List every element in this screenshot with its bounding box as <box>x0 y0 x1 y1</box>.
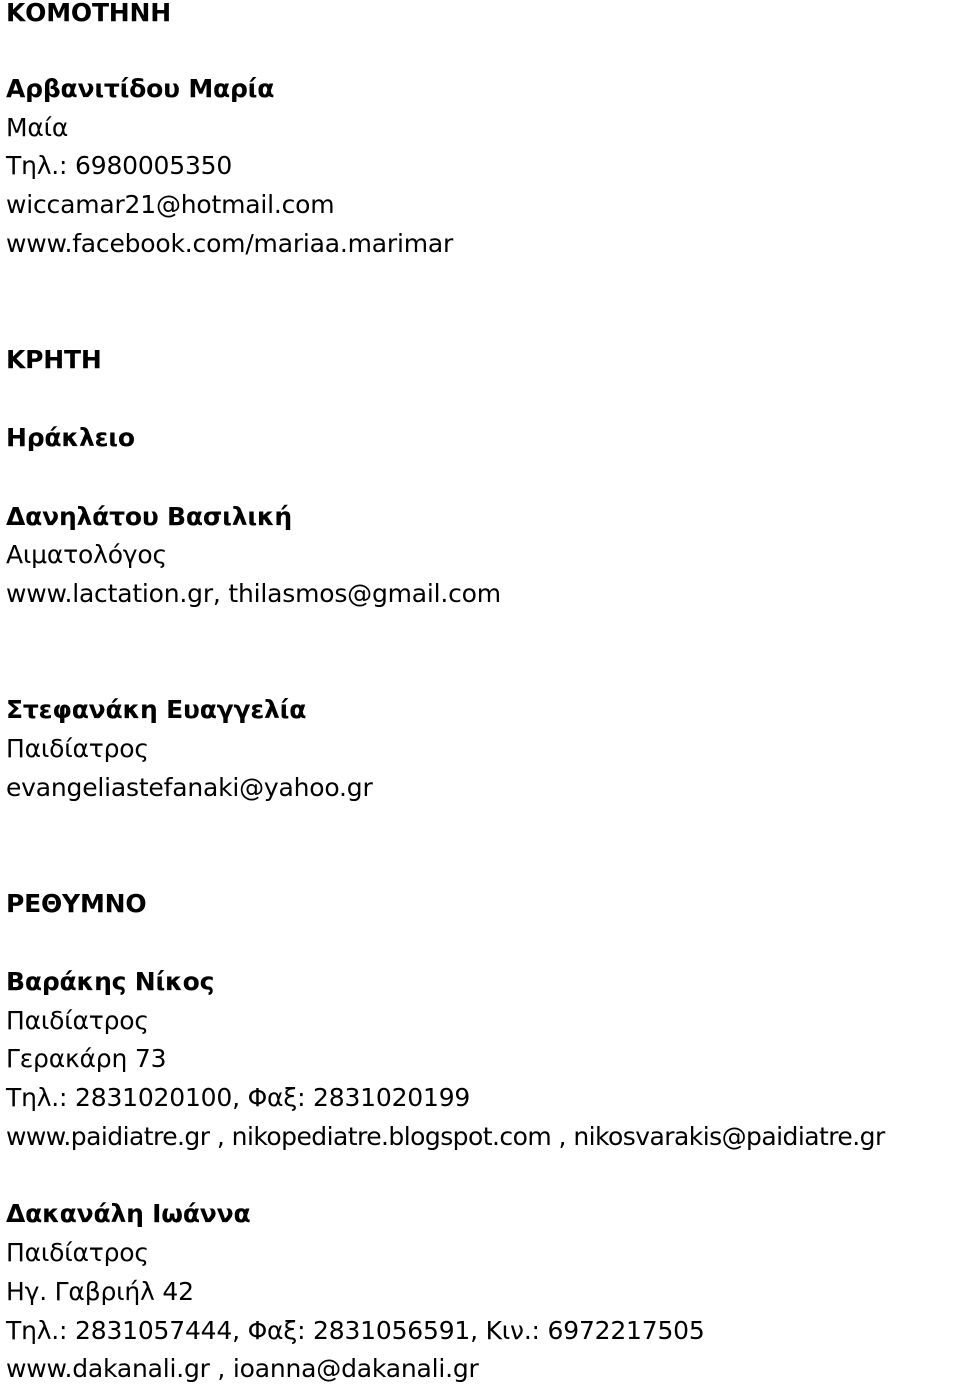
region-heading-komotini: ΚΟΜΟΤΗΝΗ <box>6 0 171 27</box>
contact-email: wiccamar21@hotmail.com <box>6 190 335 219</box>
contact-name: Βαράκης Νίκος <box>6 967 215 996</box>
contact-role: Αιματολόγος <box>6 540 167 569</box>
contact-web-email: www.lactation.gr, thilasmos@gmail.com <box>6 579 501 608</box>
contact-name: Δακανάλη Ιωάννα <box>6 1199 251 1228</box>
contact-address: Γερακάρη 73 <box>6 1044 167 1073</box>
contact-phone-fax-mobile: Τηλ.: 2831057444, Φαξ: 2831056591, Κιν.: 6972217505 <box>6 1316 705 1345</box>
contact-web-email: www.dakanali.gr , ioanna@dakanali.gr <box>6 1354 479 1383</box>
contact-role: Παιδίατρος <box>6 1006 149 1035</box>
contact-address: Ηγ. Γαβριήλ 42 <box>6 1277 194 1306</box>
contact-role: Μαία <box>6 113 69 142</box>
region-heading-rethymno: ΡΕΘΥΜΝΟ <box>6 889 147 918</box>
city-heading-irakleio: Ηράκλειο <box>6 423 135 452</box>
contact-phone-fax: Τηλ.: 2831020100, Φαξ: 2831020199 <box>6 1083 471 1112</box>
contact-web: www.facebook.com/mariaa.marimar <box>6 229 454 258</box>
region-heading-kriti: ΚΡΗΤΗ <box>6 345 102 374</box>
contact-phone: Τηλ.: 6980005350 <box>6 151 233 180</box>
contact-email: evangeliastefanaki@yahoo.gr <box>6 773 373 802</box>
contact-name: Στεφανάκη Ευαγγελία <box>6 695 307 724</box>
contact-name: Δανηλάτου Βασιλική <box>6 502 293 531</box>
contact-web-email: www.paidiatre.gr , nikopediatre.blogspot.com , nikosvarakis@paidiatre.gr <box>6 1122 885 1151</box>
contact-name: Αρβανιτίδου Μαρία <box>6 74 275 103</box>
contact-role: Παιδίατρος <box>6 1238 149 1267</box>
contact-role: Παιδίατρος <box>6 734 149 763</box>
